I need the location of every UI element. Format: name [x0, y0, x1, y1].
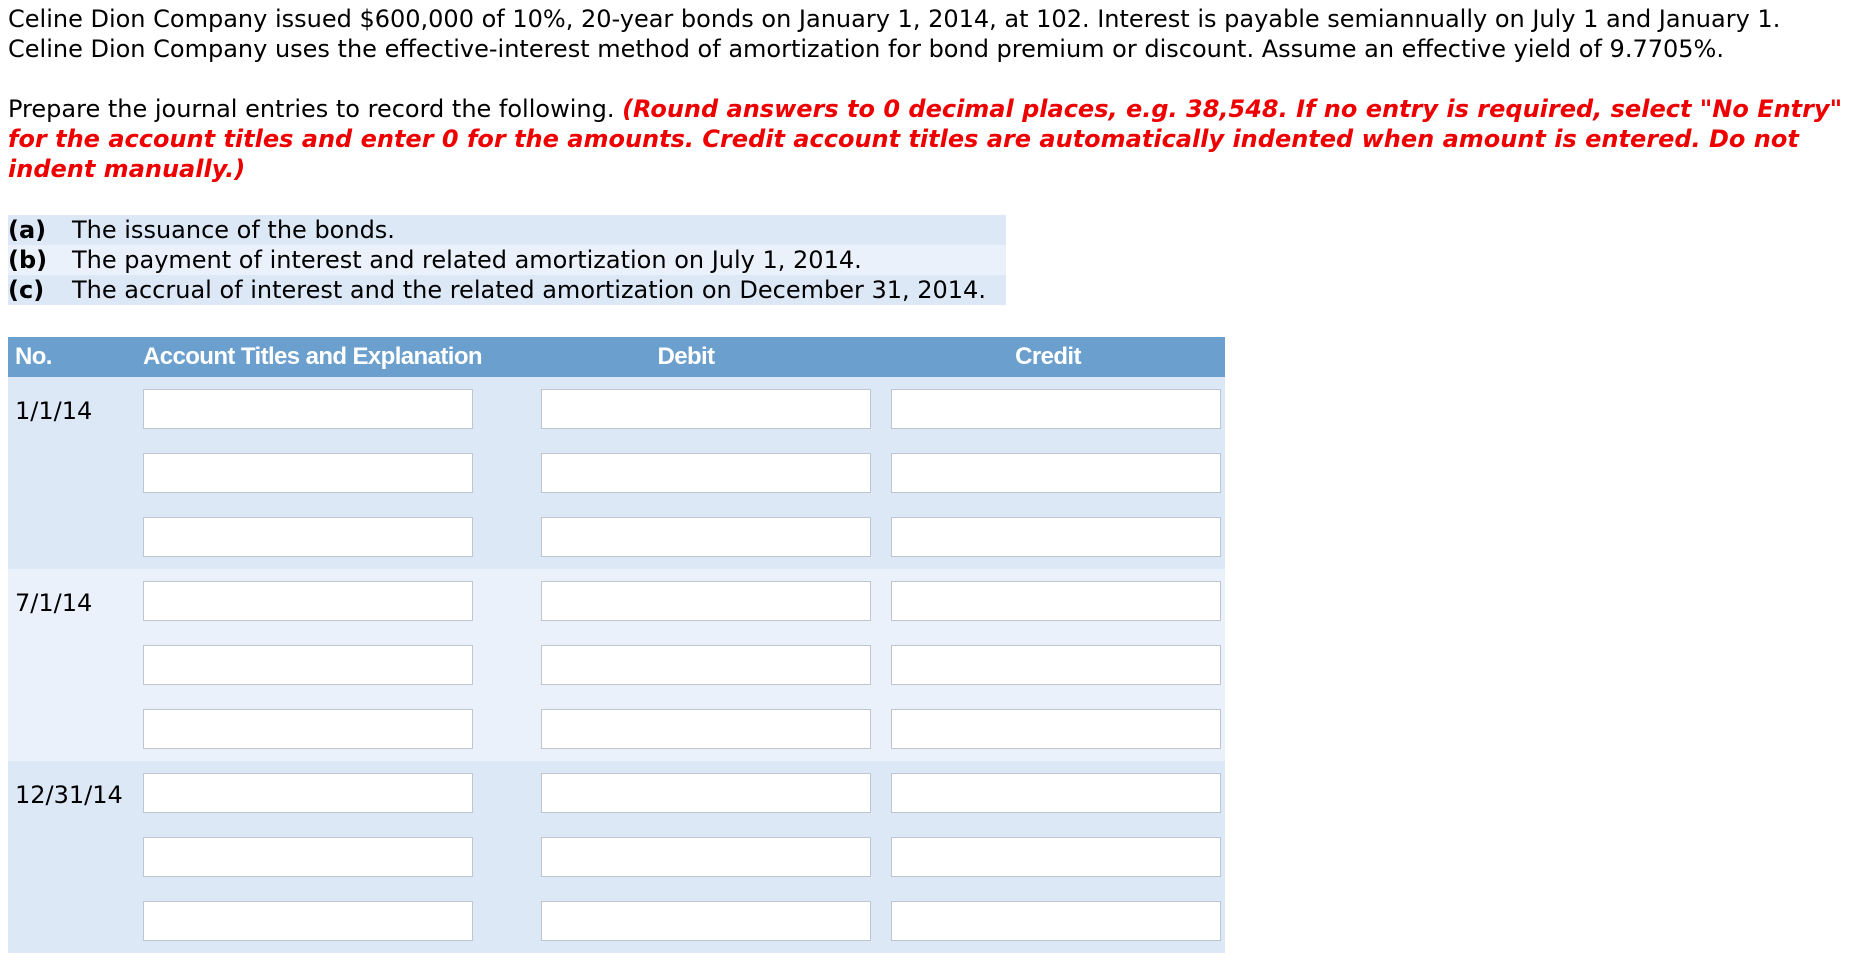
- journal-entry-3: [8, 761, 1225, 953]
- part-letter: (a): [8, 215, 72, 245]
- problem-line-2: Celine Dion Company uses the effective-interest method of amortization for bond premium or discount. Assume an effective yield of 9.7705%.: [8, 35, 1724, 63]
- credit-amount-input[interactable]: [891, 389, 1221, 429]
- page: [8, 4, 1848, 953]
- journal-line: [8, 377, 1225, 441]
- debit-amount-input[interactable]: [541, 389, 871, 429]
- header-account-titles: Account Titles and Explanation: [143, 337, 511, 377]
- part-row-b: [8, 245, 1006, 275]
- instruction-note: (Round answers to 0 decimal places, e.g. 38,548. If no entry is required, select "No Entry" for the account titles and enter 0 for the amounts. Credit account titles are automatically indented when amount is entered. Do not indent manually.): [8, 95, 1843, 183]
- parts-list: [8, 215, 1006, 305]
- header-no: No.: [8, 337, 143, 377]
- problem-line-1: Celine Dion Company issued $600,000 of 10%, 20-year bonds on January 1, 2014, at 102. Interest is payable semiannually on July 1 and January 1.: [8, 5, 1781, 33]
- journal-line: [8, 569, 1225, 633]
- credit-amount-input[interactable]: [891, 709, 1221, 749]
- problem-statement: [8, 4, 1848, 64]
- account-title-input[interactable]: [143, 837, 473, 877]
- part-row-c: [8, 275, 1006, 305]
- credit-amount-input[interactable]: [891, 517, 1221, 557]
- credit-amount-input[interactable]: [891, 645, 1221, 685]
- part-letter: (c): [8, 275, 72, 305]
- credit-amount-input[interactable]: [891, 581, 1221, 621]
- instruction-text: [8, 94, 1848, 184]
- journal-line: [8, 889, 1225, 953]
- journal-line: [8, 633, 1225, 697]
- entry-date: 1/1/14: [8, 377, 143, 569]
- journal-entry-1: [8, 377, 1225, 569]
- credit-amount-input[interactable]: [891, 773, 1221, 813]
- entry-date: 12/31/14: [8, 761, 143, 953]
- journal-entry-table: [8, 337, 1225, 953]
- part-text: The issuance of the bonds.: [72, 215, 1006, 245]
- debit-amount-input[interactable]: [541, 837, 871, 877]
- account-title-input[interactable]: [143, 581, 473, 621]
- journal-line: [8, 505, 1225, 569]
- account-title-input[interactable]: [143, 901, 473, 941]
- credit-amount-input[interactable]: [891, 837, 1221, 877]
- header-debit: Debit: [511, 337, 871, 377]
- instruction-lead: Prepare the journal entries to record the following.: [8, 95, 623, 123]
- debit-amount-input[interactable]: [541, 581, 871, 621]
- entry-date: 7/1/14: [8, 569, 143, 761]
- journal-line: [8, 825, 1225, 889]
- part-row-a: [8, 215, 1006, 245]
- journal-entry-2: [8, 569, 1225, 761]
- debit-amount-input[interactable]: [541, 709, 871, 749]
- account-title-input[interactable]: [143, 709, 473, 749]
- account-title-input[interactable]: [143, 517, 473, 557]
- debit-amount-input[interactable]: [541, 453, 871, 493]
- part-text: The accrual of interest and the related amortization on December 31, 2014.: [72, 275, 1006, 305]
- journal-line: [8, 441, 1225, 505]
- debit-amount-input[interactable]: [541, 773, 871, 813]
- journal-line: [8, 761, 1225, 825]
- account-title-input[interactable]: [143, 453, 473, 493]
- header-credit: Credit: [871, 337, 1225, 377]
- debit-amount-input[interactable]: [541, 645, 871, 685]
- account-title-input[interactable]: [143, 773, 473, 813]
- account-title-input[interactable]: [143, 389, 473, 429]
- journal-header-row: [8, 337, 1225, 377]
- credit-amount-input[interactable]: [891, 901, 1221, 941]
- credit-amount-input[interactable]: [891, 453, 1221, 493]
- journal-line: [8, 697, 1225, 761]
- part-text: The payment of interest and related amortization on July 1, 2014.: [72, 245, 1006, 275]
- debit-amount-input[interactable]: [541, 901, 871, 941]
- part-letter: (b): [8, 245, 72, 275]
- debit-amount-input[interactable]: [541, 517, 871, 557]
- account-title-input[interactable]: [143, 645, 473, 685]
